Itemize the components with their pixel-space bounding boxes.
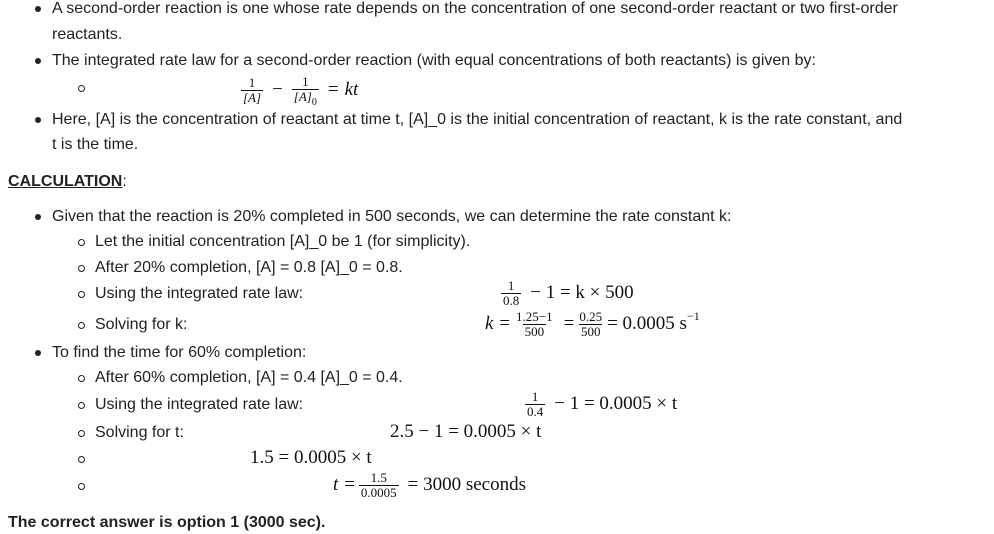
step-4: Solving for k: [95, 316, 188, 333]
fraction: $\frac{1}{[A]_0}$ [293, 73, 317, 108]
step-1: Let the initial concentration [A]_0 be 1 (for simplicity). [95, 233, 471, 250]
rate-constant-equation-2: k = $\frac{1.25-1}{500}$ = $\frac{0.25}{500}$ = 0.0005 s −1 [485, 308, 700, 339]
rate-constant-equation-1: $\frac{1}{0.8}$ − 1 = k × 500 [503, 277, 634, 308]
rate-law-equation: $\frac{1}{[A]}$ − $\frac{1}{[A]_0}$ = kt [243, 73, 359, 108]
bullet-dot [35, 117, 41, 123]
bullet-dot [35, 214, 41, 220]
bullet-dot [35, 350, 41, 356]
step-5: After 60% completion, [A] = 0.4 [A]_0 = 0.4. [95, 369, 403, 386]
fraction: $\frac{1}{0.4}$ [527, 388, 544, 419]
intro-line-1a: A second-order reaction is one whose rate depends on the concentration of one second-order reactant or two first-order [52, 0, 898, 17]
sub-bullet-ring [78, 265, 85, 272]
fraction: $\frac{1.5}{0.0005}$ [360, 469, 397, 500]
sub-bullet-ring [78, 456, 85, 463]
correct-answer: The correct answer is option 1 (3000 sec). [8, 514, 326, 531]
sub-bullet-ring [78, 239, 85, 246]
time-equation-2: 2.5 − 1 = 0.0005 × t [390, 421, 542, 442]
time-equation-4: t = $\frac{1.5}{0.0005}$ = 3000 seconds [333, 469, 526, 500]
bullet-dot [35, 6, 41, 12]
given-text: Given that the reaction is 20% completed in 500 seconds, we can determine the rate constant k: [52, 208, 732, 225]
fraction: $\frac{1}{0.8}$ [503, 277, 520, 308]
step-6: Using the integrated rate law: [95, 396, 304, 413]
sub-bullet-ring [78, 375, 85, 382]
fraction: $\frac{0.25}{500}$ [579, 308, 603, 339]
intro-line-3a: Here, [A] is the concentration of reactant at time t, [A]_0 is the initial concentration of reactant, k is the rate constant, and [52, 111, 903, 128]
intro-line-3b: t is the time. [52, 136, 139, 153]
time-equation-3: 1.5 = 0.0005 × t [250, 447, 372, 468]
intro-line-1b: reactants. [52, 26, 123, 43]
fraction: $\frac{1}{[A]}$ [243, 74, 262, 105]
step-3: Using the integrated rate law: [95, 285, 304, 302]
sub-bullet-ring [78, 291, 85, 298]
time-equation-1: $\frac{1}{0.4}$ − 1 = 0.0005 × t [527, 388, 678, 419]
sub-bullet-ring [78, 430, 85, 437]
calculation-heading: CALCULATION: [8, 173, 127, 190]
step-7: Solving for t: [95, 424, 184, 441]
sub-bullet-ring [78, 85, 85, 92]
sub-bullet-ring [78, 322, 85, 329]
step-2: After 20% completion, [A] = 0.8 [A]_0 = 0.8. [95, 259, 403, 276]
bullet-dot [35, 58, 41, 64]
fraction: $\frac{1.25-1}{500}$ [516, 308, 553, 339]
intro-line-2: The integrated rate law for a second-order reaction (with equal concentrations of both reactants) is given by: [52, 52, 816, 69]
sub-bullet-ring [78, 402, 85, 409]
sub-bullet-ring [78, 483, 85, 490]
find-text: To find the time for 60% completion: [52, 344, 307, 361]
